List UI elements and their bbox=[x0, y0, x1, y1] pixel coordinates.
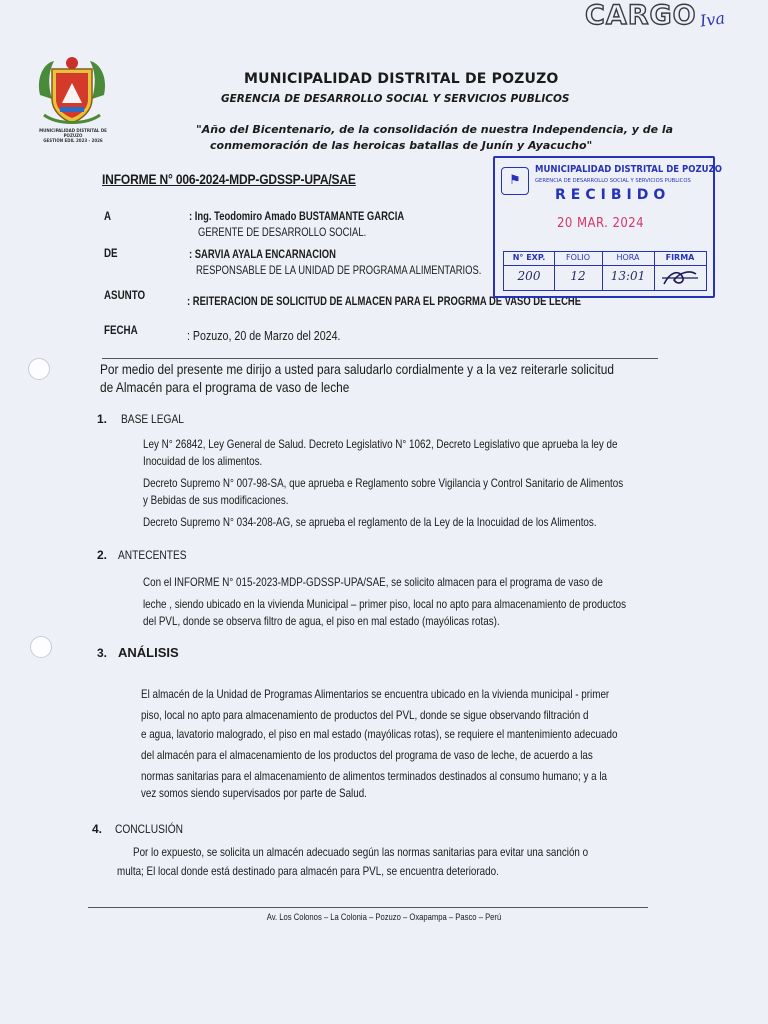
section-number-analisis: 3. bbox=[97, 646, 108, 660]
section-number-base-legal: 1. bbox=[97, 412, 108, 426]
motto-line-1: "Año del Bicentenario, de la consolidación de nuestra Independencia, y de la bbox=[196, 123, 674, 136]
base-legal-line: y Bebidas de sus modificaciones. bbox=[143, 493, 289, 507]
handwritten-note: Iva bbox=[698, 8, 727, 31]
field-label-asunto: ASUNTO bbox=[104, 290, 146, 302]
field-fecha-value: : Pozuzo, 20 de Marzo del 2024. bbox=[187, 328, 341, 343]
stamp-org: MUNICIPALIDAD DISTRITAL DE POZUZO bbox=[535, 164, 722, 175]
field-label-de: DE bbox=[104, 248, 118, 260]
intro-line-2: de Almacén para el programa de vaso de leche bbox=[100, 379, 350, 395]
intro-line-1: Por medio del presente me dirijo a usted para saludarlo cordialmente y a la vez reiterarle solicitud bbox=[100, 361, 614, 377]
motto-line-2: conmemoración de las heroicas batallas de Junín y Ayacucho" bbox=[210, 139, 593, 152]
conclusion-line: Por lo expuesto, se solicita un almacén adecuado según las normas sanitarias para evitar una sanción o bbox=[133, 845, 589, 859]
analisis-line: e agua, lavatorio malogrado, el piso en mal estado (mayólicas rotas), se requiere el mantenimiento adecuado bbox=[141, 727, 618, 741]
received-stamp bbox=[493, 156, 722, 298]
motto bbox=[196, 122, 674, 154]
stamp-col-folio: FOLIO bbox=[565, 253, 590, 262]
section-title-antecedentes: ANTECENTES bbox=[118, 548, 187, 562]
section-title-conclusion: CONCLUSIÓN bbox=[115, 822, 184, 836]
stamp-col-firma: FIRMA bbox=[665, 253, 695, 262]
stamp-emblem-icon: ⚑ bbox=[501, 167, 529, 195]
stamp-val-hora: 13:01 bbox=[610, 269, 646, 283]
section-title-base-legal: BASE LEGAL bbox=[121, 412, 184, 426]
footer-divider bbox=[88, 907, 648, 908]
logo-caption: MUNICIPALIDAD DISTRITAL DE POZUZO GESTIÓN EDIL 2023 - 2026 bbox=[39, 128, 107, 143]
header-title: MUNICIPALIDAD DISTRITAL DE POZUZO bbox=[244, 71, 559, 87]
field-a-name: : Ing. Teodomiro Amado BUSTAMANTE GARCIA bbox=[189, 211, 405, 223]
base-legal-line: Ley N° 26842, Ley General de Salud. Decreto Legislativo N° 1062, Decreto Legislativo que aprueba la ley de bbox=[143, 437, 618, 451]
punch-hole-bottom bbox=[30, 636, 52, 658]
base-legal-line: Inocuidad de los alimentos. bbox=[143, 454, 263, 468]
section-number-conclusion: 4. bbox=[92, 822, 103, 836]
base-legal-line: Decreto Supremo N° 034-208-AG, se aprueba el reglamento de la Ley de la Inocuidad de los Alimentos. bbox=[143, 515, 597, 529]
stamp-date: 20 MAR. 2024 bbox=[557, 216, 645, 231]
antecedentes-line: del PVL, donde se observa filtro de agua, el piso en mal estado (mayólicas rotas). bbox=[143, 614, 500, 628]
field-label-a: A bbox=[104, 211, 112, 223]
field-de-name: : SARVIA AYALA ENCARNACION bbox=[189, 249, 336, 261]
stamp-col-exp: N° EXP. bbox=[512, 253, 546, 262]
field-label-fecha: FECHA bbox=[104, 325, 138, 337]
analisis-line: vez somos siendo supervisados por parte de Salud. bbox=[141, 786, 367, 800]
header-subtitle: GERENCIA DE DESARROLLO SOCIAL Y SERVICIOS PUBLICOS bbox=[221, 93, 570, 105]
footer-address: Av. Los Colonos – La Colonia – Pozuzo – Oxapampa – Pasco – Perú bbox=[266, 912, 502, 922]
municipal-logo bbox=[34, 55, 110, 127]
base-legal-line: Decreto Supremo N° 007-98-SA, que aprueba e Reglamento sobre Vigilancia y Control Sanitario de Alimentos bbox=[143, 476, 624, 490]
stamp-recibido: RECIBIDO bbox=[555, 187, 671, 203]
stamp-val-folio: 12 bbox=[570, 269, 586, 283]
antecedentes-line: leche , siendo ubicado en la vivienda Municipal – primer piso, local no apto para almacenamiento de productos bbox=[143, 597, 627, 611]
cargo-stamp: CARGO bbox=[585, 0, 697, 31]
analisis-line: El almacén de la Unidad de Programas Alimentarios se encuentra ubicado en la vivienda municipal - primer bbox=[141, 687, 610, 701]
analisis-line: normas sanitarias para el almacenamiento de alimentos terminados destinados al consumo humano; y a la bbox=[141, 769, 608, 783]
section-number-antecedentes: 2. bbox=[97, 548, 108, 562]
field-a-role: GERENTE DE DESARROLLO SOCIAL. bbox=[198, 227, 367, 239]
informe-title: INFORME N° 006-2024-MDP-GDSSP-UPA/SAE bbox=[102, 171, 356, 187]
stamp-col-hora: HORA bbox=[616, 253, 640, 262]
section-title-analisis: ANÁLISIS bbox=[118, 645, 179, 660]
field-asunto-value: : REITERACION DE SOLICITUD DE ALMACEN PARA EL PROGRMA DE VASO DE LECHE bbox=[187, 296, 581, 308]
signature-mark bbox=[660, 266, 700, 292]
stamp-table bbox=[503, 251, 707, 291]
conclusion-line: multa; El local donde está destinado para almacén para PVL, se encuentra deteriorado. bbox=[117, 864, 499, 878]
analisis-line: del almacén para el almacenamiento de los productos del programa de vaso de leche, de acuerdo a las bbox=[141, 748, 593, 762]
intro-divider bbox=[102, 358, 658, 359]
stamp-val-exp: 200 bbox=[517, 269, 541, 283]
field-de-role: RESPONSABLE DE LA UNIDAD DE PROGRAMA ALIMENTARIOS. bbox=[196, 265, 482, 277]
stamp-department: GERENCIA DE DESARROLLO SOCIAL Y SERVICIOS PUBLICOS bbox=[535, 178, 691, 184]
punch-hole-top bbox=[28, 358, 50, 380]
antecedentes-line: Con el INFORME N° 015-2023-MDP-GDSSP-UPA/SAE, se solicito almacen para el programa de vaso de bbox=[143, 575, 603, 589]
analisis-line: piso, local no apto para almacenamiento de productos del PVL, donde se sigue observando filtración d bbox=[141, 708, 589, 722]
